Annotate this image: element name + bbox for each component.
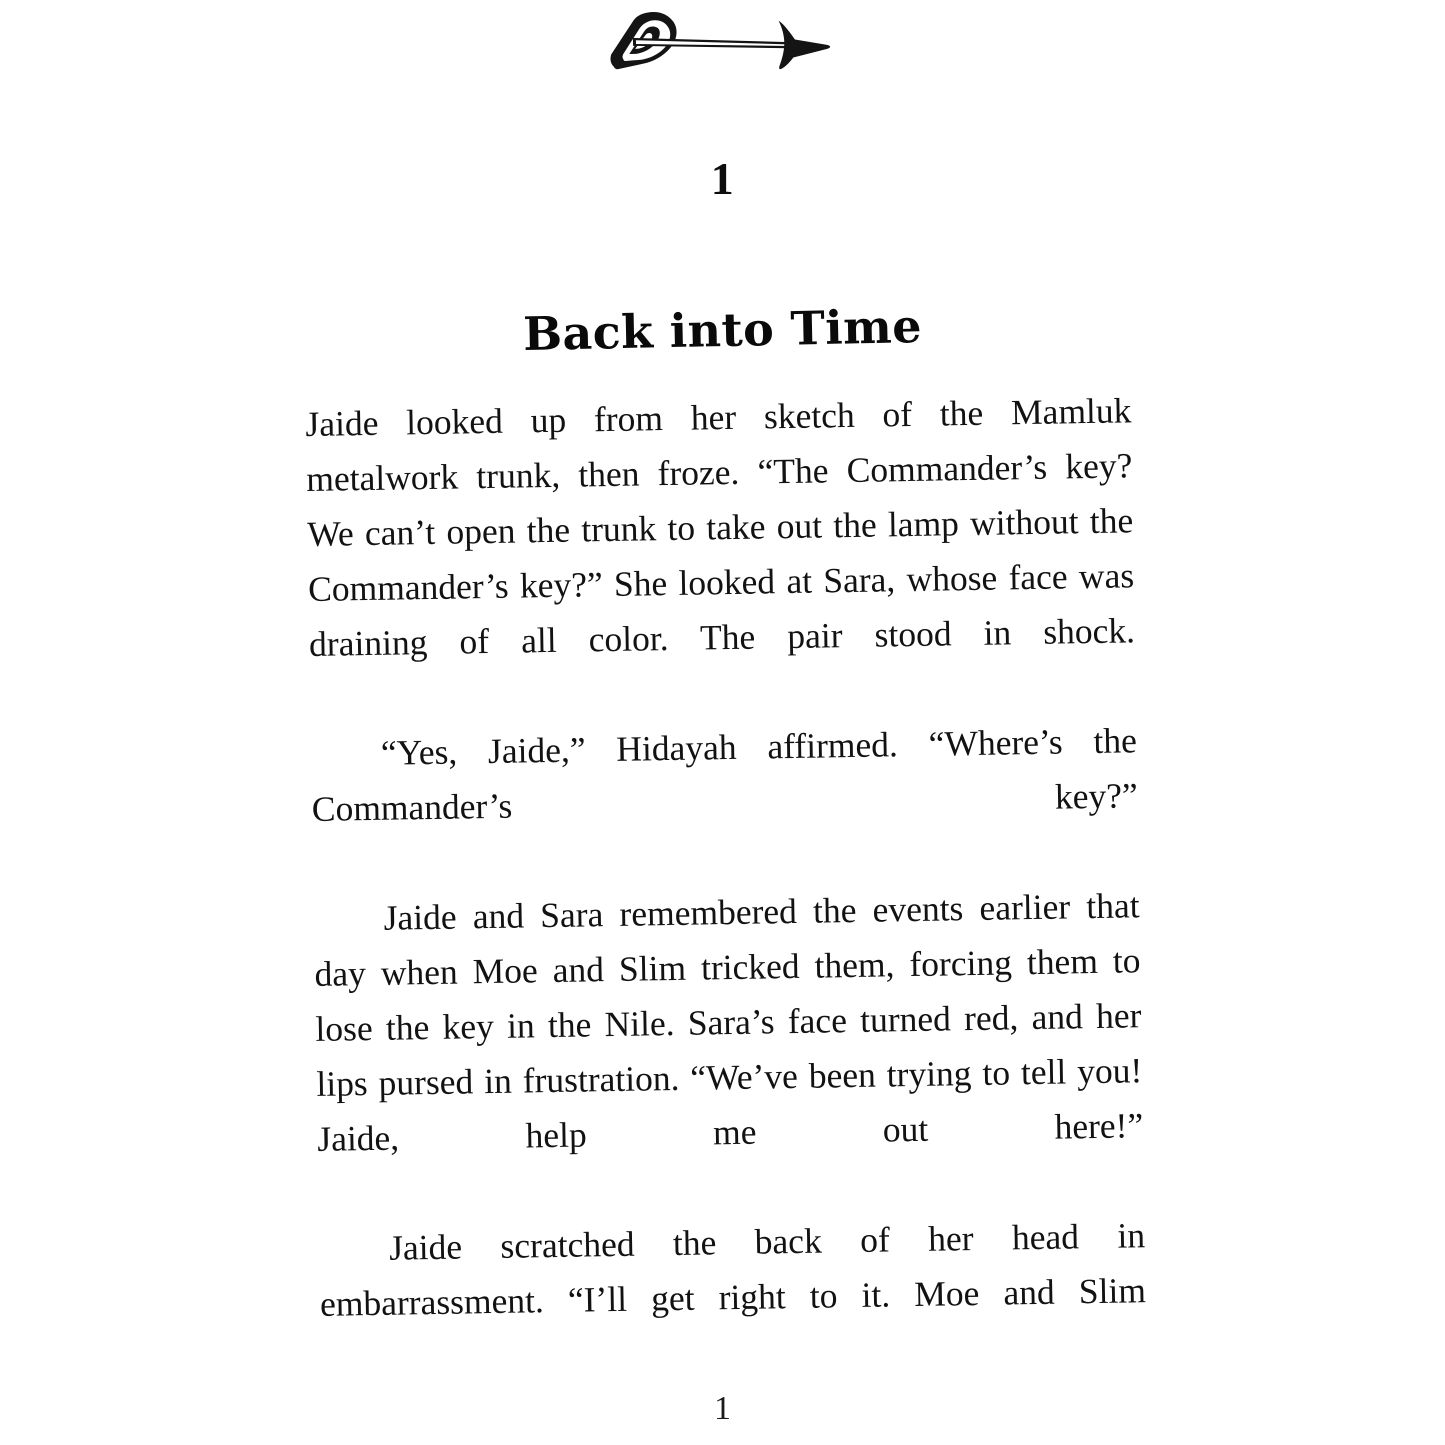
chapter-title: Back into Time — [522, 298, 923, 361]
body-text — [305, 383, 1147, 1387]
arrow-ornament — [0, 2, 1445, 92]
paragraph-2: “Yes, Jaide,” Hidayah affirmed. “Where’s the Commander’s key?” — [311, 720, 1139, 829]
paragraph-1: Jaide looked up from her sketch of the Mamluk metalwork trunk, then froze. “The Commander’s key? We can’t open the trunk to take out the lamp without the Commander’s key?” She looked at Sara, whose face was draining of all color. The pair stood in shock. — [305, 390, 1136, 664]
page-number: 1 — [714, 1390, 731, 1427]
paragraph-4: Jaide scratched the back of her head in embarrassment. “I’ll get right to it. Moe and Slim — [319, 1215, 1147, 1324]
paragraph-3: Jaide and Sara remembered the events earlier that day when Moe and Slim tricked them, forcing them to lose the key in the Nile. Sara’s face turned red, and her lips pursed in frustration. “We’ve been trying to tell you! Jaide, help me out here!” — [314, 885, 1144, 1159]
chapter-number: 1 — [710, 153, 735, 204]
